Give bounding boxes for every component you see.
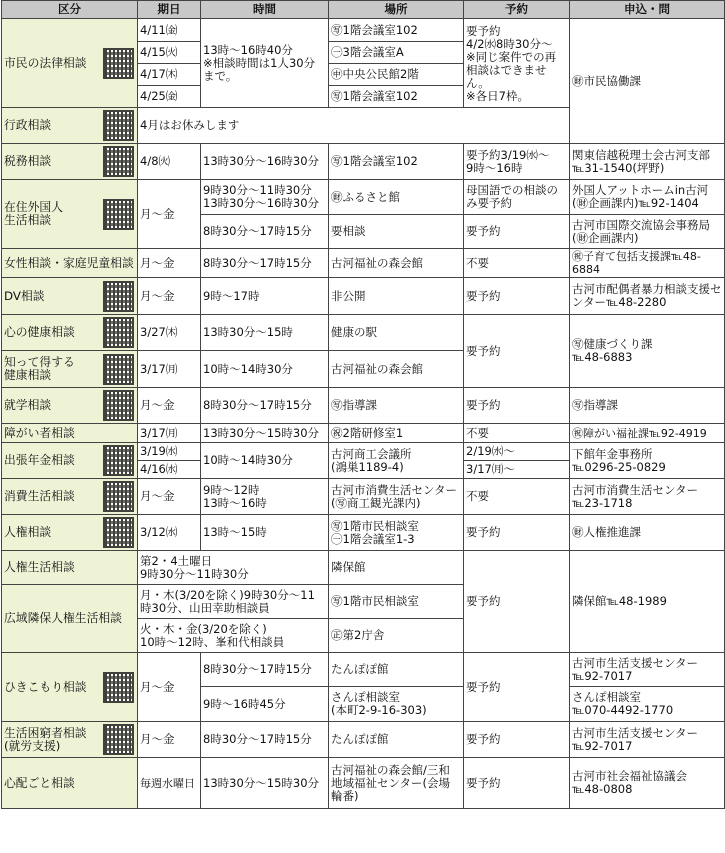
table-row (2, 388, 725, 424)
category-cell (2, 180, 138, 249)
reservation-cell: 不要 (464, 249, 570, 278)
consultation-schedule-table (1, 0, 725, 809)
category-label: 心の健康相談 (4, 325, 75, 339)
reservation-cell: 2/19㈬～ (464, 443, 570, 461)
place-cell: ㊥中央公民館2階 (329, 64, 464, 86)
date-cell: 月～金 (138, 278, 201, 315)
time-cell: 8時30分～17時15分 (201, 249, 329, 278)
reservation-cell: 要予約 (464, 758, 570, 809)
reservation-cell: 3/17㈪～ (464, 461, 570, 479)
contact-cell: ㊗障がい福祉課℡92-4919 (570, 424, 725, 443)
header-row (2, 1, 725, 19)
qr-code-icon[interactable] (103, 672, 134, 703)
date-cell: 3/19㈬ (138, 443, 201, 461)
contact-cell: ㊢指導課 (570, 388, 725, 424)
table-row (2, 758, 725, 809)
table-row (2, 249, 725, 278)
contact-cell: ㊗子育て包括支援課℡48-6884 (570, 249, 725, 278)
place-cell: ㊣第2庁舎 (329, 619, 464, 653)
category-label: ひきこもり相談 (4, 679, 87, 694)
place-cell: 古河商工会議所 (鴻巣1189-4) (329, 443, 464, 479)
place-cell: ㊢1階市民相談室 ㊀1階会議室1-3 (329, 515, 464, 551)
place-cell: 健康の駅 (329, 315, 464, 351)
schedule-cell: 月・木(3/20を除く)9時30分～11時30分、山田幸助相談員 (138, 585, 329, 619)
table-row (2, 180, 725, 215)
time-cell: 13時～16時40分 ※相談時間は1人30分まで。 (201, 19, 329, 108)
header-place: 場所 (329, 1, 464, 19)
place-cell: 非公開 (329, 278, 464, 315)
place-cell: ㊢指導課 (329, 388, 464, 424)
header-time: 時間 (201, 1, 329, 19)
date-cell: 4/15㈫ (138, 42, 201, 64)
category-cell (2, 388, 138, 424)
time-cell: 8時30分～17時15分 (201, 215, 329, 249)
category-cell (2, 278, 138, 315)
qr-code-icon[interactable] (103, 724, 134, 755)
time-cell: 9時～17時 (201, 278, 329, 315)
reservation-cell: 母国語での相談のみ要予約 (464, 180, 570, 215)
table-row (2, 443, 725, 461)
table-row (2, 278, 725, 315)
category-cell: 障がい者相談 (2, 424, 138, 443)
place-cell: たんぽぽ館 (329, 722, 464, 758)
contact-cell: 古河市社会福祉協議会 ℡48-0808 (570, 758, 725, 809)
contact-cell: 隣保館℡48-1989 (570, 551, 725, 653)
date-cell: 月～金 (138, 249, 201, 278)
date-cell: 3/12㈬ (138, 515, 201, 551)
category-label: 知って得する 健康相談 (4, 355, 75, 382)
place-cell: ㊢1階会議室102 (329, 19, 464, 42)
time-cell: 9時30分～11時30分 13時30分～16時30分 (201, 180, 329, 215)
date-cell: 毎週水曜日 (138, 758, 201, 809)
category-label: 出張年金相談 (4, 453, 75, 467)
qr-code-icon[interactable] (103, 110, 134, 141)
time-cell: 13時30分～15時 (201, 315, 329, 351)
category-cell (2, 722, 138, 758)
category-label: 生活困窮者相談 (就労支援) (4, 725, 87, 753)
contact-cell: 古河市生活支援センター ℡92-7017 (570, 653, 725, 687)
date-cell: 3/27㈭ (138, 315, 201, 351)
time-cell: 8時30分～17時15分 (201, 653, 329, 687)
table-row (2, 722, 725, 758)
qr-code-icon[interactable] (103, 317, 134, 348)
category-cell (2, 479, 138, 515)
notice-cell: 4月はお休みします (138, 108, 570, 144)
category-cell: 人権生活相談 (2, 551, 138, 585)
place-cell: 古河市消費生活センター (㊢商工観光課内) (329, 479, 464, 515)
qr-code-icon[interactable] (103, 390, 134, 421)
date-cell: 4/11㈮ (138, 19, 201, 42)
category-cell: 心配ごと相談 (2, 758, 138, 809)
contact-cell: さんぽ相談室 ℡070-4492-1770 (570, 687, 725, 722)
place-cell: 古河福祉の森会館 (329, 249, 464, 278)
date-cell: 月～金 (138, 479, 201, 515)
category-cell: 女性相談・家庭児童相談 (2, 249, 138, 278)
reservation-cell: 要予約 (464, 653, 570, 722)
qr-code-icon[interactable] (103, 281, 134, 312)
reservation-cell: 要予約 (464, 388, 570, 424)
date-cell: 3/17㈪ (138, 424, 201, 443)
table-row (2, 424, 725, 443)
place-cell: たんぽぽ館 (329, 653, 464, 687)
contact-cell: 古河市国際交流協会事務局 (㊖企画課内) (570, 215, 725, 249)
category-cell: 広域隣保人権生活相談 (2, 585, 138, 653)
time-cell: 8時30分～17時15分 (201, 722, 329, 758)
time-cell: 10時～14時30分 (201, 443, 329, 479)
category-cell (2, 315, 138, 351)
date-cell: 4/17㈭ (138, 64, 201, 86)
reservation-cell: 要予約 (464, 215, 570, 249)
category-label: 行政相談 (4, 118, 52, 132)
reservation-cell: 不要 (464, 479, 570, 515)
qr-code-icon[interactable] (103, 146, 134, 177)
date-cell: 月～金 (138, 388, 201, 424)
date-cell: 月～金 (138, 653, 201, 722)
contact-cell: ㊢健康づくり課 ℡48-6883 (570, 315, 725, 388)
header-category: 区分 (2, 1, 138, 19)
contact-cell: 外国人アットホームin古河 (㊖企画課内)℡92-1404 (570, 180, 725, 215)
date-cell: 月～金 (138, 722, 201, 758)
time-cell: 13時30分～15時30分 (201, 424, 329, 443)
reservation-cell: 要予約 (464, 278, 570, 315)
qr-code-icon[interactable] (103, 199, 134, 230)
category-cell (2, 19, 138, 108)
date-cell: 4/16㈬ (138, 461, 201, 479)
category-label: 在住外国人 生活相談 (4, 200, 63, 227)
place-cell: 要相談 (329, 215, 464, 249)
category-cell (2, 108, 138, 144)
category-label: 市民の法律相談 (4, 55, 87, 70)
table-row (2, 315, 725, 351)
place-cell: ㊢1階会議室102 (329, 144, 464, 180)
table-row (2, 19, 725, 42)
table-row (2, 515, 725, 551)
category-label: 消費生活相談 (4, 489, 75, 503)
place-cell: さんぽ相談室 (本町2-9-16-303) (329, 687, 464, 722)
category-cell (2, 515, 138, 551)
date-cell: 3/17㈪ (138, 351, 201, 388)
reservation-cell: 要予約 (464, 551, 570, 653)
time-cell: 10時～14時30分 (201, 351, 329, 388)
contact-cell: 古河市生活支援センター ℡92-7017 (570, 722, 725, 758)
reservation-cell: 不要 (464, 424, 570, 443)
time-cell: 8時30分～17時15分 (201, 388, 329, 424)
place-cell: 隣保館 (329, 551, 464, 585)
time-cell: 9時～12時 13時～16時 (201, 479, 329, 515)
category-cell (2, 144, 138, 180)
place-cell: ㊢1階会議室102 (329, 86, 464, 108)
category-cell (2, 443, 138, 479)
contact-cell: ㊖市民協働課 (570, 19, 725, 144)
qr-code-icon[interactable] (103, 517, 134, 548)
time-cell: 9時～16時45分 (201, 687, 329, 722)
category-cell (2, 351, 138, 388)
schedule-cell: 火・木・金(3/20を除く) 10時～12時、峯和代相談員 (138, 619, 329, 653)
header-contact: 申込・問 (570, 1, 725, 19)
qr-code-icon[interactable] (103, 481, 134, 512)
contact-cell: ㊖人権推進課 (570, 515, 725, 551)
reservation-cell: 要予約 (464, 315, 570, 388)
place-cell: 古河福祉の森会館 (329, 351, 464, 388)
category-label: DV相談 (4, 288, 45, 303)
qr-code-icon[interactable] (103, 354, 134, 385)
contact-cell: 下館年金事務所 ℡0296-25-0829 (570, 443, 725, 479)
place-cell: ㊢1階市民相談室 (329, 585, 464, 619)
time-cell: 13時30分～16時30分 (201, 144, 329, 180)
contact-cell: 関東信越税理士会古河支部 ℡31-1540(坪野) (570, 144, 725, 180)
reservation-cell: 要予約 (464, 515, 570, 551)
category-label: 就学相談 (4, 398, 52, 412)
qr-code-icon[interactable] (103, 445, 134, 476)
table-row (2, 653, 725, 687)
contact-cell: 古河市配偶者暴力相談支援センター℡48-2280 (570, 278, 725, 315)
reservation-cell: 要予約 4/2㈬8時30分～ ※同じ案件での再相談はできません。 ※各日7枠。 (464, 19, 570, 108)
reservation-cell: 要予約3/19㈬～ 9時～16時 (464, 144, 570, 180)
category-label: 税務相談 (4, 154, 52, 168)
category-cell (2, 653, 138, 722)
header-date: 期日 (138, 1, 201, 19)
table-row (2, 551, 725, 585)
place-cell: 古河福祉の森会館/三和地域福祉センター(会場輪番) (329, 758, 464, 809)
header-reservation: 予約 (464, 1, 570, 19)
date-cell: 4/8㈫ (138, 144, 201, 180)
place-cell: ㊖ふるさと館 (329, 180, 464, 215)
contact-cell: 古河市消費生活センター ℡23-1718 (570, 479, 725, 515)
time-cell: 13時～15時 (201, 515, 329, 551)
time-cell: 13時30分～15時30分 (201, 758, 329, 809)
date-cell: 月～金 (138, 180, 201, 249)
table-row (2, 479, 725, 515)
date-cell: 4/25㈮ (138, 86, 201, 108)
table-row (2, 144, 725, 180)
reservation-cell: 要予約 (464, 722, 570, 758)
place-cell: ㊗2階研修室1 (329, 424, 464, 443)
category-label: 人権相談 (4, 525, 52, 539)
qr-code-icon[interactable] (103, 48, 134, 79)
schedule-cell: 第2・4土曜日 9時30分～11時30分 (138, 551, 329, 585)
place-cell: ㊀3階会議室A (329, 42, 464, 64)
